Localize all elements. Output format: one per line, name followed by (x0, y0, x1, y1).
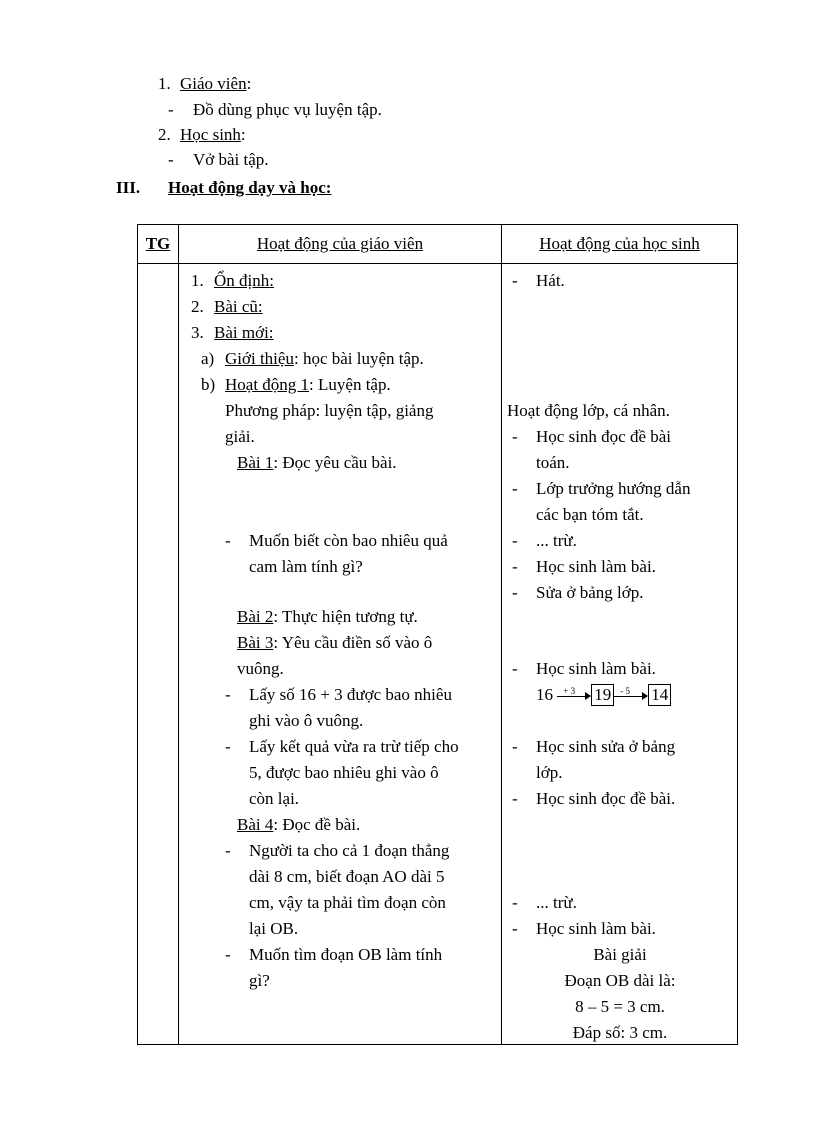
q1-line-1: Muốn biết còn bao nhiêu quả (249, 531, 448, 550)
header-teacher: Hoạt động của giáo viên (179, 225, 502, 264)
s6-dash: - (512, 557, 518, 576)
s5-dash: - (512, 531, 518, 550)
student-number: 2. (158, 125, 171, 144)
step-a: Giới thiệu: học bài luyện tập. (225, 349, 424, 368)
section-title: Hoạt động dạy và học: (168, 178, 332, 197)
q4a-dash: - (225, 841, 231, 860)
chain-box-1: 19 (591, 684, 614, 706)
s5: ... trừ. (536, 531, 577, 550)
solution-line-1: Đoạn OB dài là: (564, 971, 676, 990)
tg-cell (138, 264, 179, 1045)
student-label: Học sinh (180, 125, 241, 144)
s4-line-2: các bạn tóm tắt. (536, 505, 644, 524)
student-colon: : (240, 125, 246, 144)
s3-line-1: Học sinh đọc đề bài (536, 427, 672, 446)
q3b-dash: - (225, 737, 231, 756)
s8-dash: - (512, 659, 518, 678)
chain-box-2: 14 (648, 684, 671, 706)
number-chain (536, 684, 671, 706)
q4a-line-1: Người ta cho cả 1 đoạn thẳng (249, 841, 450, 860)
chain-start: 16 (536, 685, 553, 704)
q4b-line-1: Muốn tìm đoạn OB làm tính (249, 945, 443, 964)
student-dash: - (168, 150, 174, 169)
s12: Học sinh làm bài. (536, 919, 656, 938)
q3a-line-2: ghi vào ô vuông. (249, 711, 364, 730)
student-cell (502, 264, 738, 1045)
teacher-number: 1. (158, 74, 171, 93)
arrow-right-icon (614, 686, 648, 706)
q4b-dash: - (225, 945, 231, 964)
teacher-dash: - (168, 100, 174, 119)
s9-dash: - (512, 737, 518, 756)
q4a-line-3: cm, vậy ta phải tìm đoạn còn (249, 893, 446, 912)
step2-number: 2. (191, 297, 204, 316)
solution-line-3: Đáp số: 3 cm. (572, 1023, 668, 1042)
student-item: Vở bài tập. (193, 150, 269, 169)
chain-op1: + 3 (563, 686, 576, 697)
header-tg: TG (138, 225, 179, 264)
q3b-line-2: 5, được bao nhiêu ghi vào ô (249, 763, 439, 782)
teacher-heading (180, 73, 251, 95)
s10-dash: - (512, 789, 518, 808)
teacher-colon: : (246, 74, 252, 93)
q3b-line-1: Lấy kết quả vừa ra trừ tiếp cho (249, 737, 459, 756)
bai3: Bài 3: Yêu cầu điền số vào ô (237, 633, 433, 652)
step-b-number: b) (201, 375, 216, 394)
teacher-cell (179, 264, 502, 1045)
chain-op2: - 5 (620, 686, 630, 697)
s10: Học sinh đọc đề bài. (536, 789, 676, 808)
s7-dash: - (512, 583, 518, 602)
step1-number: 1. (191, 271, 204, 290)
q3a-dash: - (225, 685, 231, 704)
q4b-line-2: gì? (249, 971, 270, 990)
teacher-item: Đồ dùng phục vụ luyện tập. (193, 100, 382, 119)
teacher-label: Giáo viên (180, 74, 247, 93)
s9-line-1: Học sinh sửa ở bảng (536, 737, 676, 756)
step-a-number: a) (201, 349, 215, 368)
method-line-1: Phương pháp: luyện tập, giảng (225, 401, 434, 420)
q4a-line-2: dài 8 cm, biết đoạn AO dài 5 (249, 867, 445, 886)
s2: Hoạt động lớp, cá nhân. (507, 401, 670, 420)
step-b: Hoạt động 1: Luyện tập. (225, 375, 391, 394)
q3b-line-3: còn lại. (249, 789, 300, 808)
s11-dash: - (512, 893, 518, 912)
solution-line-2: 8 – 5 = 3 cm. (575, 997, 665, 1016)
header-student: Hoạt động của học sinh (502, 225, 738, 264)
table-body-row (138, 264, 738, 1045)
s3-dash: - (512, 427, 518, 446)
q1-line-2: cam làm tính gì? (249, 557, 363, 576)
solution-title: Bài giải (593, 945, 647, 964)
bai2: Bài 2: Thực hiện tương tự. (237, 607, 418, 626)
s1: Hát. (536, 271, 565, 290)
table-header-row (138, 225, 738, 264)
q3a-line-1: Lấy số 16 + 3 được bao nhiêu (249, 685, 452, 704)
step3-label: Bài mới: (214, 323, 274, 342)
step3-number: 3. (191, 323, 204, 342)
s8: Học sinh làm bài. (536, 659, 656, 678)
s11: ... trừ. (536, 893, 577, 912)
method-line-2: giải. (225, 427, 255, 446)
s6: Học sinh làm bài. (536, 557, 656, 576)
section-number: III. (116, 178, 141, 197)
lesson-table (137, 224, 738, 1045)
s4-line-1: Lớp trưởng hướng dẫn (536, 479, 691, 498)
q4a-line-4: lại OB. (249, 919, 299, 938)
q1-dash: - (225, 531, 231, 550)
bai3-line-2: vuông. (237, 659, 284, 678)
arrow-right-icon (557, 686, 591, 706)
step1-label: Ổn định: (214, 271, 274, 290)
bai1: Bài 1: Đọc yêu cầu bài. (237, 453, 397, 472)
s1-dash: - (512, 271, 518, 290)
student-heading (180, 124, 246, 146)
s4-dash: - (512, 479, 518, 498)
s12-dash: - (512, 919, 518, 938)
s3-line-2: toán. (536, 453, 570, 472)
s7: Sửa ở bảng lớp. (536, 583, 644, 602)
bai4: Bài 4: Đọc đề bài. (237, 815, 361, 834)
s9-line-2: lớp. (536, 763, 563, 782)
step2-label: Bài cũ: (214, 297, 263, 316)
